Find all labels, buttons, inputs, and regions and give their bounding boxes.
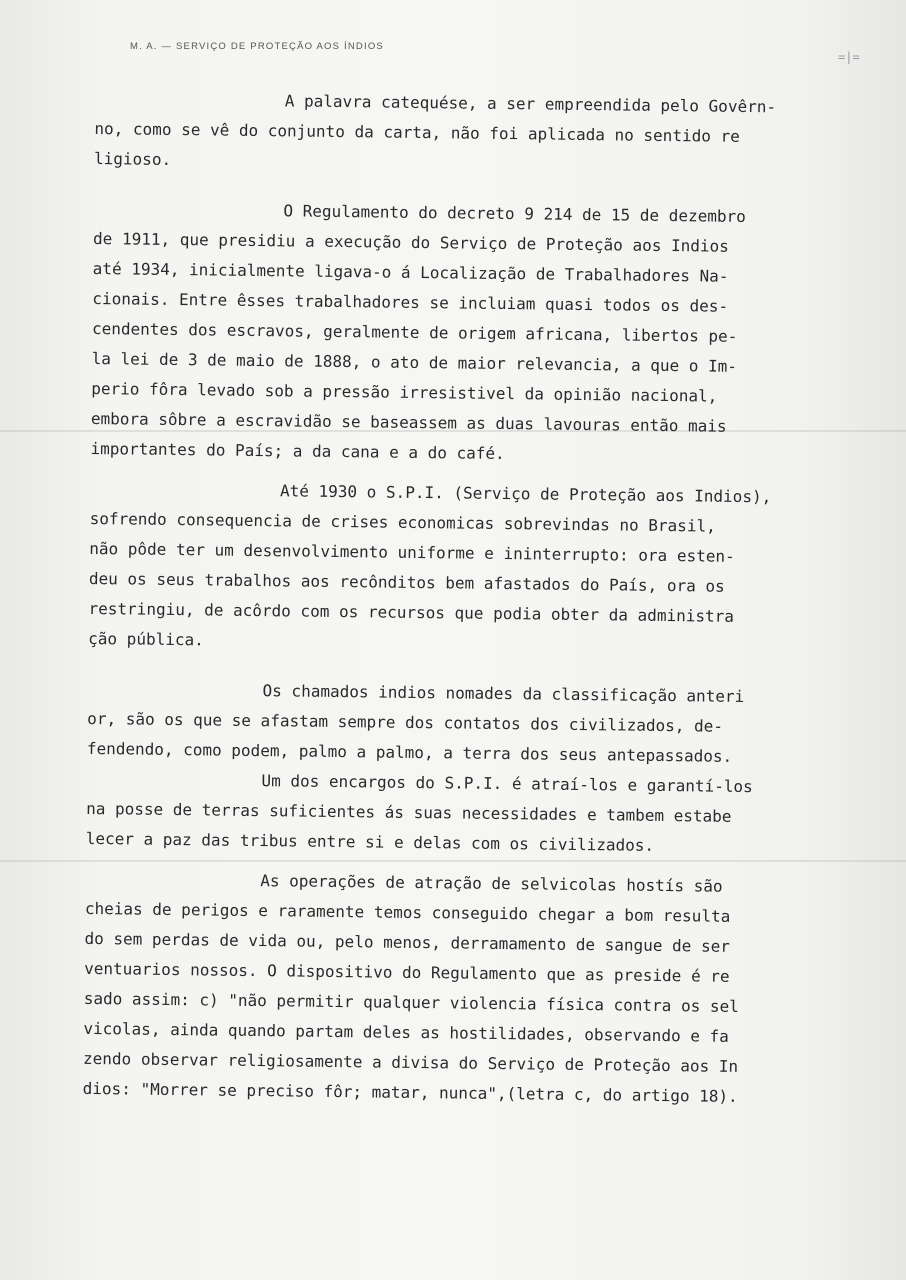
text-line: O Regulamento do decreto 9 214 de 15 de dezembro xyxy=(283,201,746,226)
letterhead: M. A. — SERVIÇO DE PROTEÇÃO AOS ÍNDIOS xyxy=(130,41,384,52)
text-line: na posse de terras suficientes ás suas necessidades e tambem estabe xyxy=(86,798,732,826)
text-line: perio fôra levado sob a pressão irresistivel da opinião nacional, xyxy=(91,378,718,406)
text-line: até 1934, inicialmente ligava-o á Localização de Trabalhadores Na- xyxy=(92,258,729,286)
text-line: Até 1930 o S.P.I. (Serviço de Proteção aos Indios), xyxy=(279,481,772,507)
paragraph-spi-1930 xyxy=(88,474,830,663)
text-line: sofrendo consequencia de crises economicas sobrevindas no Brasil, xyxy=(89,508,716,536)
paragraph-operacoes xyxy=(83,864,826,1113)
text-line: fendendo, como podem, palmo a palmo, a terra dos seus antepassados. xyxy=(86,738,733,766)
text-line: deu os seus trabalhos aos recônditos bem afastados do País, ora os xyxy=(88,568,725,596)
text-line: Um dos encargos do S.P.I. é atraí-los e garantí-los xyxy=(261,771,753,797)
text-line: or, são os que se afastam sempre dos contatos dos civilizados, de- xyxy=(87,708,724,736)
text-line: dios: "Morrer se preciso fôr; matar, nunca",(letra c, do artigo 18). xyxy=(82,1078,738,1106)
corner-mark: =|= xyxy=(838,50,860,64)
paragraph-catequese xyxy=(94,84,835,183)
text-line: de 1911, que presidiu a execução do Serviço de Proteção aos Indios xyxy=(92,228,729,256)
text-line: sado assim: c) "não permitir qualquer violencia física contra os sel xyxy=(83,988,739,1016)
text-line: cendentes dos escravos, geralmente de origem africana, libertos pe- xyxy=(91,318,738,346)
paragraph-regulamento xyxy=(90,194,833,473)
text-line: ção pública. xyxy=(88,628,204,650)
text-line: no, como se vê do conjunto da carta, não foi aplicada no sentido re xyxy=(94,118,740,146)
document-body xyxy=(83,84,835,1113)
text-line: la lei de 3 de maio de 1888, o ato de maior relevancia, a que o Im- xyxy=(91,348,738,376)
text-line: não pôde ter um desenvolvimento uniforme e ininterrupto: ora esten- xyxy=(89,538,735,566)
text-line: do sem perdas de vida ou, pelo menos, derramamento de sangue de ser xyxy=(84,928,731,956)
text-line: importantes do País; a da cana e a do café. xyxy=(90,438,505,464)
paragraph-indios-nomades xyxy=(87,674,828,773)
text-line: As operações de atração de selvicolas hostís são xyxy=(260,871,723,896)
text-line: ligioso. xyxy=(93,148,172,169)
text-line: cionais. Entre êsses trabalhadores se incluiam quasi todos os des- xyxy=(92,288,729,316)
text-line: vicolas, ainda quando partam deles as hostilidades, observando e fa xyxy=(83,1018,729,1046)
text-line: lecer a paz das tribus entre si e delas com os civilizados. xyxy=(85,828,655,855)
paragraph-encargos xyxy=(86,764,827,863)
text-line: ventuarios nossos. O dispositivo do Regulamento que as preside é re xyxy=(84,958,730,986)
text-line: cheias de perigos e raramente temos conseguido chegar a bom resulta xyxy=(84,898,731,926)
text-line: zendo observar religiosamente a divisa do Serviço de Proteção aos In xyxy=(82,1048,739,1076)
text-line: restringiu, de acôrdo com os recursos que podia obter da administra xyxy=(88,598,735,626)
text-line: Os chamados indios nomades da classificação anteri xyxy=(262,681,745,706)
text-line: embora sôbre a escravidão se baseassem as duas lavouras então mais xyxy=(90,408,727,436)
text-line: A palavra catequése, a ser empreendida pelo Govêrn- xyxy=(284,91,777,117)
